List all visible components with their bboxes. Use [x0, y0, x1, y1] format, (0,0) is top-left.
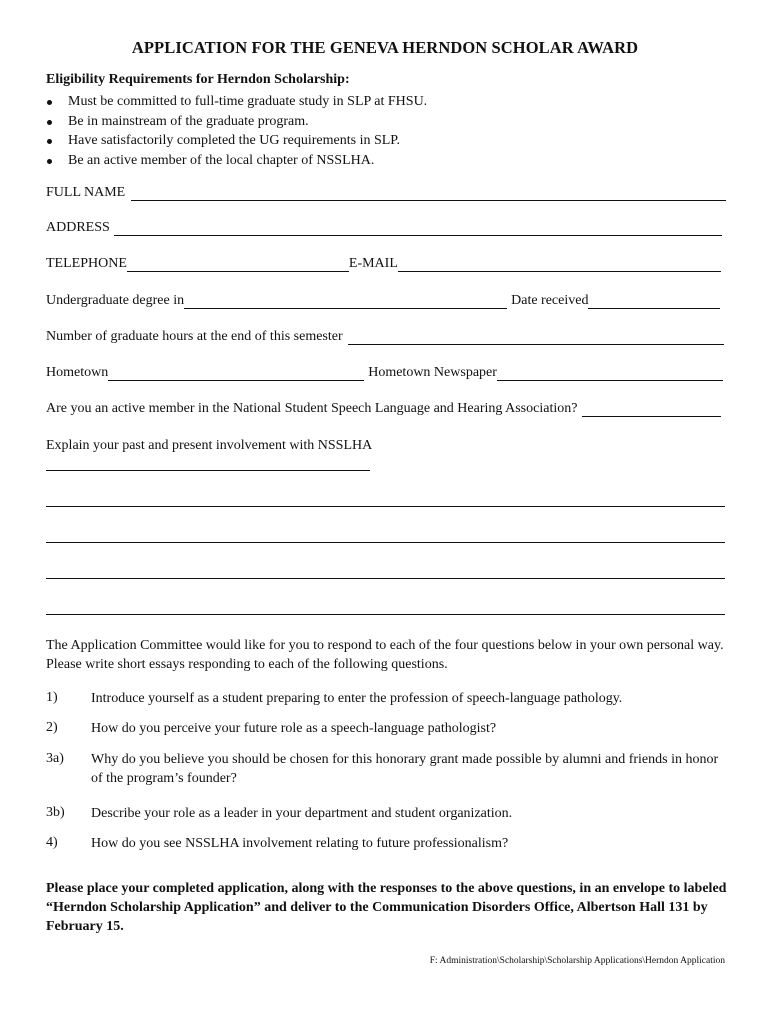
hometown-row [46, 364, 723, 381]
telephone-field[interactable] [127, 255, 349, 272]
question-text: How do you see NSSLHA involvement relating to future professionalism? [91, 836, 509, 851]
submission-instructions: Please place your completed application, along with the responses to the above questions, in an envelope to labeled “Herndon Scholarship Application” and deliver to the Communication Disorders Office, Albertson Hall 131 by February 15. [46, 881, 727, 934]
explain-line[interactable] [46, 578, 725, 579]
hometown-label: Hometown [46, 365, 109, 380]
explain-line[interactable] [46, 470, 370, 471]
eligibility-item: Have satisfactorily completed the UG requirements in SLP. [46, 131, 427, 151]
explain-line[interactable] [46, 542, 725, 543]
undergrad-degree-field[interactable] [184, 292, 507, 309]
question-number: 2) [46, 720, 58, 735]
degree-row [46, 292, 720, 309]
telephone-label: TELEPHONE [46, 256, 127, 271]
file-path-footer: F: Administration\Scholarship\Scholarship Applications\Herndon Application [429, 956, 725, 966]
question-number: 3a) [46, 751, 64, 766]
question-text: How do you perceive your future role as a speech-language pathologist? [91, 721, 497, 736]
date-received-field[interactable] [588, 292, 720, 309]
eligibility-item: Be an active member of the local chapter of NSSLHA. [46, 151, 427, 171]
question-number: 1) [46, 690, 58, 705]
grad-hours-row [46, 328, 724, 345]
question-number: 3b) [46, 805, 65, 820]
full-name-row [46, 184, 726, 201]
question-text: Why do you believe you should be chosen for this honorary grant made possible by alumni and friends in honor of the program’s founder? [91, 752, 719, 786]
eligibility-item: Must be committed to full-time graduate study in SLP at FHSU. [46, 92, 427, 112]
email-field[interactable] [398, 255, 721, 272]
question-text: Introduce yourself as a student preparing to enter the profession of speech-language pathology. [91, 691, 623, 706]
email-label: E-MAIL [348, 256, 398, 271]
eligibility-list [46, 92, 427, 171]
explain-line[interactable] [46, 614, 725, 615]
eligibility-item: Be in mainstream of the graduate program. [46, 112, 427, 132]
address-label: ADDRESS [46, 220, 110, 235]
active-member-label: Are you an active member in the National Student Speech Language and Hearing Association? [46, 401, 578, 416]
question-text: Describe your role as a leader in your department and student organization. [91, 806, 513, 821]
address-row [46, 219, 722, 236]
full-name-field[interactable] [131, 184, 726, 201]
undergrad-degree-label: Undergraduate degree in [46, 293, 185, 308]
address-field[interactable] [114, 219, 722, 236]
telephone-email-row [46, 255, 721, 272]
active-member-row [46, 400, 721, 417]
full-name-label: FULL NAME [46, 185, 126, 200]
active-member-field[interactable] [582, 400, 721, 417]
date-received-label: Date received [511, 293, 589, 308]
grad-hours-label: Number of graduate hours at the end of this semester [46, 329, 343, 344]
hometown-newspaper-label: Hometown Newspaper [368, 365, 497, 380]
hometown-field[interactable] [108, 364, 364, 381]
eligibility-heading: Eligibility Requirements for Herndon Scholarship: [46, 72, 350, 87]
explain-line[interactable] [46, 506, 725, 507]
instructions-paragraph: The Application Committee would like for you to respond to each of the four questions below in your own personal way. Please write short essays responding to each of the following questions. [46, 638, 724, 672]
question-number: 4) [46, 835, 58, 850]
explain-label: Explain your past and present involvement with NSSLHA [46, 438, 373, 453]
hometown-newspaper-field[interactable] [497, 364, 723, 381]
grad-hours-field[interactable] [348, 328, 724, 345]
page-title: APPLICATION FOR THE GENEVA HERNDON SCHOLAR AWARD [131, 38, 639, 57]
